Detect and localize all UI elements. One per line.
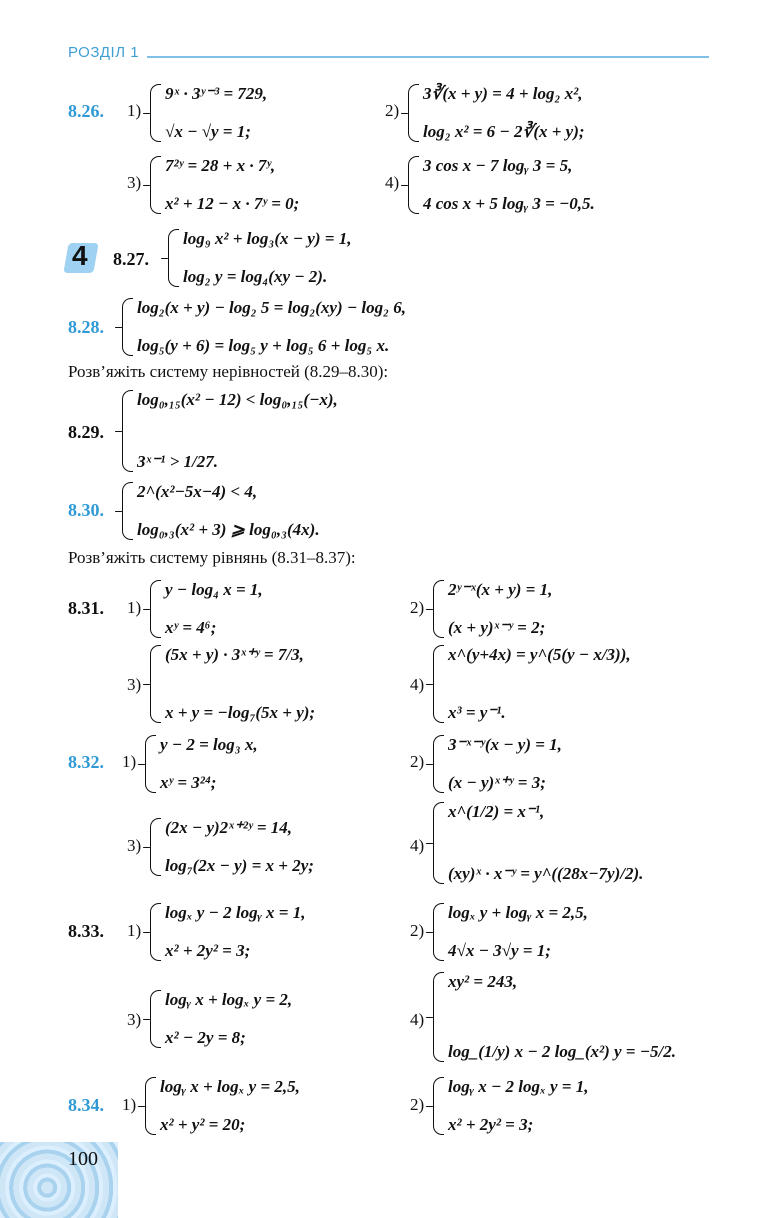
equation: x^(y+4x) = y^(5(y − x/3)), (448, 645, 631, 664)
brace (408, 156, 419, 214)
equation: 2ʸ⁻ˣ(x + y) = 1, (448, 580, 553, 599)
subitem-label: 3) (127, 173, 142, 192)
equation: log₀,₁₅(x² − 12) < log₀,₁₅(−x), (137, 390, 338, 409)
equation: x + y = −log₇(5x + y); (165, 703, 316, 722)
subitem-label: 3) (127, 836, 142, 855)
equation-system (433, 1077, 589, 1135)
equation: x³ = y⁻¹. (448, 703, 506, 722)
brace (150, 156, 161, 214)
equation-system (408, 156, 595, 214)
brace (433, 580, 444, 638)
equation-system (150, 156, 299, 214)
equation: y − log₄ x = 1, (165, 580, 263, 599)
equation: logᵧ x − 2 logₓ y = 1, (448, 1077, 589, 1096)
equation: x² − 2y = 8; (165, 1028, 246, 1047)
subitem-label: 1) (122, 1095, 137, 1114)
problem-number: 8.33. (68, 921, 104, 941)
equation: log₇(2x − y) = x + 2y; (165, 856, 314, 875)
problem-number: 8.32. (68, 752, 104, 772)
subitem-label: 1) (127, 598, 142, 617)
equation-system (150, 990, 292, 1048)
equation-system (145, 1077, 300, 1135)
brace (408, 84, 419, 142)
problem-number: 8.34. (68, 1095, 104, 1115)
equation-system (433, 802, 643, 884)
equation: log₀,₃(x² + 3) ⩾ log₀,₃(4x). (137, 520, 320, 539)
equation: logᵧ x + logₓ y = 2,5, (160, 1077, 300, 1096)
equation: 3 cos x − 7 logᵧ 3 = 5, (423, 156, 573, 175)
brace (145, 735, 156, 793)
equation-system (433, 580, 552, 638)
equation: xy² = 243, (448, 972, 518, 991)
brace (150, 818, 161, 876)
equation-system (433, 735, 562, 793)
brace (122, 390, 133, 472)
equation: logₓ y − 2 logᵧ x = 1, (165, 903, 306, 922)
equation: √x − √y = 1; (165, 122, 251, 141)
equation: (x − y)ˣ⁺ʸ = 3; (448, 773, 546, 792)
subitem-label: 4) (410, 1010, 425, 1029)
equation-system (150, 580, 263, 638)
equation-system (408, 84, 585, 142)
brace (433, 1077, 444, 1135)
instruction-text: Розв’яжіть систему нерівностей (8.29–8.30): (68, 362, 389, 381)
equation: logᵧ x + logₓ y = 2, (165, 990, 293, 1009)
equation: xʸ = 3²⁴; (160, 773, 217, 792)
subitem-label: 2) (410, 921, 425, 940)
subitem-label: 3) (127, 675, 142, 694)
subitem-label: 2) (385, 101, 400, 120)
equation: 3⁻ˣ⁻ʸ(x − y) = 1, (448, 735, 562, 754)
equation: log₉ x² + log₃(x − y) = 1, (183, 229, 352, 248)
equation: 3ˣ⁻¹ > 1/27. (137, 452, 219, 471)
subitem-label: 4) (410, 836, 425, 855)
subitem-label: 1) (127, 921, 142, 940)
brace (150, 990, 161, 1048)
equation: 9ˣ · 3ʸ⁻³ = 729, (165, 84, 268, 103)
brace (433, 645, 444, 723)
equation: xʸ = 4⁶; (165, 618, 217, 637)
brace (150, 84, 161, 142)
problem-number: 8.30. (68, 500, 104, 520)
equation: log₂ x² = 6 − 2∛(x + y); (423, 122, 585, 141)
decorative-corner-pattern (0, 1142, 118, 1218)
instruction-text: Розв’яжіть систему рівнянь (8.31–8.37): (68, 548, 356, 567)
subitem-label: 1) (127, 101, 142, 120)
equation: 7²ʸ = 28 + x · 7ʸ, (165, 156, 276, 175)
equation: (2x − y)2ˣ⁺²ʸ = 14, (165, 818, 293, 837)
equation: 2^(x²−5x−4) < 4, (137, 482, 258, 501)
equation: log₅(y + 6) = log₅ y + log₅ 6 + log₅ x. (137, 336, 390, 355)
equation-system (433, 645, 631, 723)
brace (122, 482, 133, 540)
equation: logₓ y + logᵧ x = 2,5, (448, 903, 588, 922)
equation-system (150, 903, 306, 961)
equation: (x + y)ˣ⁻ʸ = 2; (448, 618, 546, 637)
difficulty-badge-number: 4 (72, 240, 88, 271)
equation-system (150, 84, 267, 142)
brace (122, 298, 133, 356)
equation-system (150, 645, 315, 723)
subitem-label: 1) (122, 752, 137, 771)
problem-number: 8.28. (68, 317, 104, 337)
equation: log₂(x + y) − log₂ 5 = log₂(xy) − log₂ 6, (137, 298, 407, 317)
subitem-label: 3) (127, 1010, 142, 1029)
equation: (5x + y) · 3ˣ⁺ʸ = 7/3, (165, 645, 304, 664)
brace (433, 802, 444, 884)
brace (433, 972, 444, 1062)
equation: 4 cos x + 5 logᵧ 3 = −0,5. (423, 194, 595, 213)
subitem-label: 2) (410, 752, 425, 771)
equation-system (145, 735, 258, 793)
brace (150, 903, 161, 961)
equation-system (433, 972, 676, 1062)
subitem-label: 4) (385, 173, 400, 192)
subitem-label: 2) (410, 598, 425, 617)
equation-system (433, 903, 588, 961)
equation: 3∛(x + y) = 4 + log₂ x², (423, 84, 583, 103)
brace (150, 580, 161, 638)
equation: x² + 12 − x · 7ʸ = 0; (165, 194, 300, 213)
subitem-label: 4) (410, 675, 425, 694)
brace (433, 735, 444, 793)
subitem-label: 2) (410, 1095, 425, 1114)
page-number: 100 (68, 1148, 98, 1170)
brace (145, 1077, 156, 1135)
problem-number: 8.31. (68, 598, 104, 618)
problem-number: 8.29. (68, 422, 104, 442)
equation: x^(1/2) = x⁻¹, (448, 802, 545, 821)
brace (150, 645, 161, 723)
equation-system (122, 298, 406, 356)
problem-number: 8.27. (113, 249, 149, 269)
brace (168, 229, 179, 287)
equation: y − 2 = log₃ x, (160, 735, 258, 754)
equation: x² + 2y² = 3; (165, 941, 251, 960)
equation: x² + 2y² = 3; (448, 1115, 534, 1134)
equation: x² + y² = 20; (160, 1115, 246, 1134)
equation: 4√x − 3√y = 1; (448, 941, 551, 960)
equation-system (122, 482, 320, 540)
equation-system (122, 390, 338, 472)
equation-system (168, 229, 351, 287)
equation: log_(1/y) x − 2 log_(x²) y = −5/2. (448, 1042, 677, 1061)
equation-system (150, 818, 314, 876)
problem-number: 8.26. (68, 101, 104, 121)
section-header: РОЗДІЛ 1 (68, 44, 140, 61)
equation: log₂ y = log₄(xy − 2). (183, 267, 328, 286)
brace (433, 903, 444, 961)
header-rule (147, 56, 709, 58)
equation: (xy)ˣ · x⁻ʸ = y^((28x−7y)/2). (448, 864, 644, 883)
